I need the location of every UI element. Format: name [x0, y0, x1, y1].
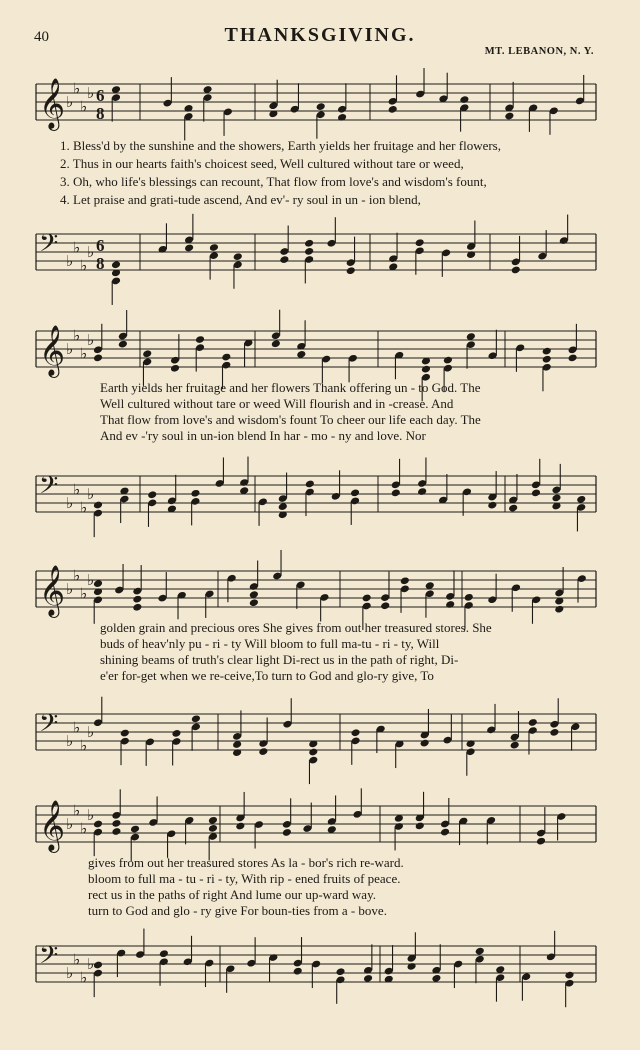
svg-text:♭: ♭ — [73, 803, 81, 820]
lyric-line-2-2: Well cultured without tare or weed Will flourish and in -crease. And — [100, 396, 454, 411]
treble-staff-1 — [0, 78, 640, 130]
page-header — [0, 0, 640, 60]
svg-text:𝄞: 𝄞 — [39, 565, 66, 616]
svg-text:♭: ♭ — [87, 245, 95, 261]
svg-text:♭: ♭ — [73, 328, 81, 345]
lyric-line-1-4: 4. Let praise and grati-tude ascend, And ev'- ry soul in un - ion blend, — [60, 192, 421, 207]
lyric-line-4-2: bloom to full ma - tu - ri - ty, With rip - ened fruits of peace. — [88, 871, 401, 886]
svg-text:♭: ♭ — [87, 86, 95, 102]
svg-text:♭: ♭ — [80, 258, 88, 275]
svg-text:𝄢: 𝄢 — [39, 941, 59, 976]
svg-text:♭: ♭ — [87, 487, 95, 503]
svg-text:𝄢: 𝄢 — [39, 709, 59, 744]
svg-text:8: 8 — [96, 254, 105, 273]
svg-text:8: 8 — [96, 104, 105, 123]
svg-text:♭: ♭ — [73, 952, 81, 969]
svg-text:♭: ♭ — [73, 720, 81, 737]
svg-text:6: 6 — [96, 236, 105, 255]
svg-text:♭: ♭ — [73, 568, 81, 585]
svg-text:𝄞: 𝄞 — [39, 78, 66, 129]
svg-text:♭: ♭ — [80, 346, 88, 363]
svg-text:♭: ♭ — [73, 240, 81, 257]
svg-text:♭: ♭ — [80, 821, 88, 838]
lyric-line-1-3: 3. Oh, who life's blessings can recount, That flow from love's and wisdom's fount, — [60, 174, 487, 189]
svg-text:♭: ♭ — [73, 482, 81, 499]
svg-text:♭: ♭ — [66, 342, 74, 358]
bass-staff-4 — [0, 940, 640, 992]
hymn-title: THANKSGIVING. — [224, 24, 416, 46]
bass-staff-1 — [0, 228, 640, 280]
svg-text:𝄢: 𝄢 — [39, 229, 59, 264]
lyric-line-2-1: Earth yields her fruitage and her flowers Thank offering un - to God. The — [100, 380, 481, 395]
svg-text:♭: ♭ — [87, 808, 95, 824]
bass-staff-2 — [0, 470, 640, 522]
lyric-line-3-3: shining beams of truth's clear light Di-rect us in the path of right, Di- — [100, 652, 459, 667]
svg-text:♭: ♭ — [66, 817, 74, 833]
svg-text:♭: ♭ — [87, 573, 95, 589]
svg-text:♭: ♭ — [80, 99, 88, 116]
lyric-line-1-1: 1. Bless'd by the sunshine and the showers, Earth yields her fruitage and her flowers, — [60, 138, 501, 153]
lyric-line-4-1: gives from out her treasured stores As la - bor's rich re-ward. — [88, 855, 404, 870]
svg-text:♭: ♭ — [80, 586, 88, 603]
svg-text:𝄢: 𝄢 — [39, 471, 59, 506]
treble-staff-3 — [0, 565, 640, 617]
treble-staff-4 — [0, 800, 640, 852]
svg-text:♭: ♭ — [80, 970, 88, 987]
svg-text:♭: ♭ — [66, 582, 74, 598]
composer-place: MT. LEBANON, N. Y. — [484, 46, 594, 57]
svg-text:♭: ♭ — [66, 966, 74, 982]
lyric-line-2-3: That flow from love's and wisdom's fount To cheer our life each day. The — [100, 412, 481, 427]
svg-text:𝄞: 𝄞 — [39, 800, 66, 851]
lyric-line-3-4: e'er for-get when we re-ceive,To turn to God and glo-ry give, To — [100, 668, 434, 683]
bass-staff-3 — [0, 708, 640, 760]
svg-text:♭: ♭ — [66, 254, 74, 270]
svg-text:♭: ♭ — [66, 734, 74, 750]
treble-staff-2 — [0, 325, 640, 377]
svg-text:♭: ♭ — [73, 81, 81, 98]
page-number: 40 — [34, 29, 49, 45]
lyric-line-4-3: rect us in the paths of right And lume our up-ward way. — [88, 887, 376, 902]
svg-text:♭: ♭ — [80, 738, 88, 755]
svg-text:♭: ♭ — [66, 496, 74, 512]
lyric-line-1-2: 2. Thus in our hearts faith's choicest seed, Well cultured without tare or weed, — [60, 156, 464, 171]
svg-text:♭: ♭ — [87, 333, 95, 349]
svg-text:♭: ♭ — [87, 957, 95, 973]
svg-text:♭: ♭ — [80, 500, 88, 517]
svg-text:♭: ♭ — [66, 95, 74, 111]
lyric-line-3-1: golden grain and precious ores She gives from out her treasured stores. She — [100, 620, 492, 635]
lyric-line-3-2: buds of heav'nly pu - ri - ty Will bloom to full ma-tu - ri - ty, Will — [100, 636, 440, 651]
svg-text:𝄞: 𝄞 — [39, 325, 66, 376]
svg-text:♭: ♭ — [87, 725, 95, 741]
lyric-line-2-4: And ev -'ry soul in un-ion blend In har - mo - ny and love. Nor — [100, 428, 426, 443]
lyric-line-4-4: turn to God and glo - ry give For boun-ties from a - bove. — [88, 903, 387, 918]
svg-text:6: 6 — [96, 86, 105, 105]
